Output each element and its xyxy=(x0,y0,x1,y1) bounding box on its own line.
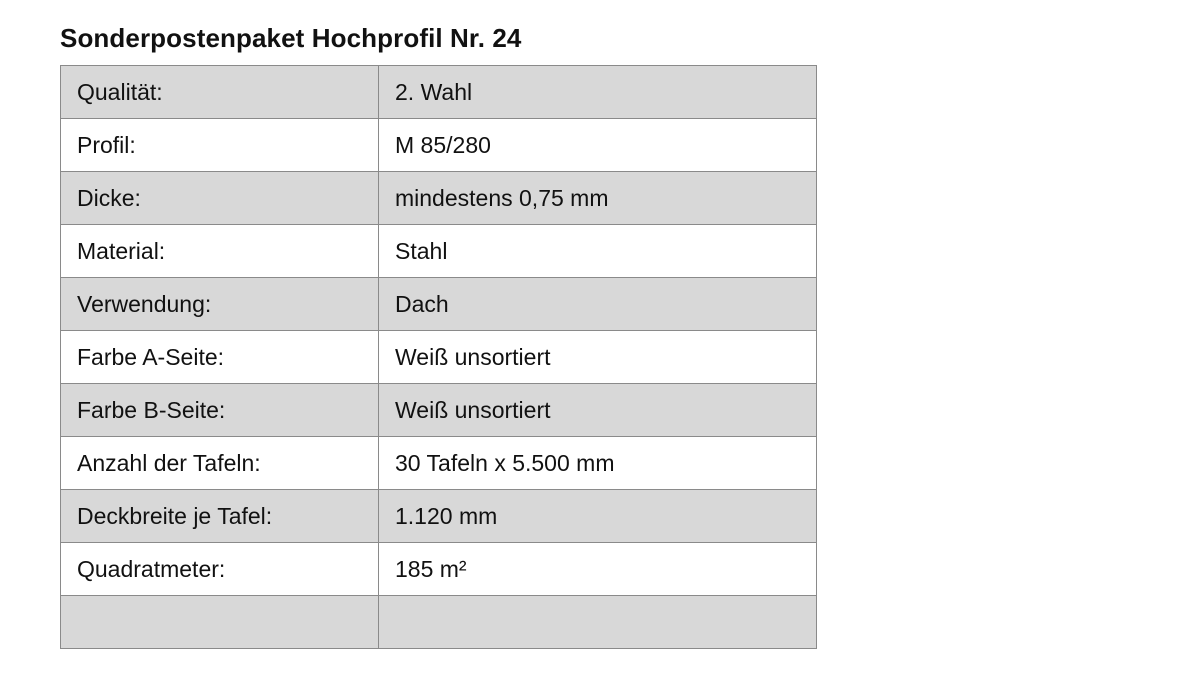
row-label: Qualität: xyxy=(61,66,379,119)
row-value: M 85/280 xyxy=(379,119,817,172)
table-row xyxy=(61,490,817,543)
row-label: Profil: xyxy=(61,119,379,172)
table-row xyxy=(61,278,817,331)
row-label: Quadratmeter: xyxy=(61,543,379,596)
row-value: mindestens 0,75 mm xyxy=(379,172,817,225)
table-row xyxy=(61,119,817,172)
table-row xyxy=(61,66,817,119)
row-value: Stahl xyxy=(379,225,817,278)
row-value: 1.120 mm xyxy=(379,490,817,543)
row-label: Farbe A-Seite: xyxy=(61,331,379,384)
table-row xyxy=(61,172,817,225)
row-value: Weiß unsortiert xyxy=(379,384,817,437)
row-value: 2. Wahl xyxy=(379,66,817,119)
row-label: Material: xyxy=(61,225,379,278)
table-row xyxy=(61,331,817,384)
row-label: Verwendung: xyxy=(61,278,379,331)
page-title: Sonderpostenpaket Hochprofil Nr. 24 xyxy=(60,23,522,53)
row-label xyxy=(61,596,379,649)
table-row xyxy=(61,543,817,596)
row-value: 30 Tafeln x 5.500 mm xyxy=(379,437,817,490)
row-value xyxy=(379,596,817,649)
row-label: Anzahl der Tafeln: xyxy=(61,437,379,490)
table-row-empty xyxy=(61,596,817,649)
spec-table xyxy=(60,65,817,649)
row-value: Dach xyxy=(379,278,817,331)
table-row xyxy=(61,225,817,278)
row-label: Dicke: xyxy=(61,172,379,225)
row-value: Weiß unsortiert xyxy=(379,331,817,384)
row-label: Deckbreite je Tafel: xyxy=(61,490,379,543)
table-row xyxy=(61,384,817,437)
row-label: Farbe B-Seite: xyxy=(61,384,379,437)
row-value: 185 m² xyxy=(379,543,817,596)
table-row xyxy=(61,437,817,490)
